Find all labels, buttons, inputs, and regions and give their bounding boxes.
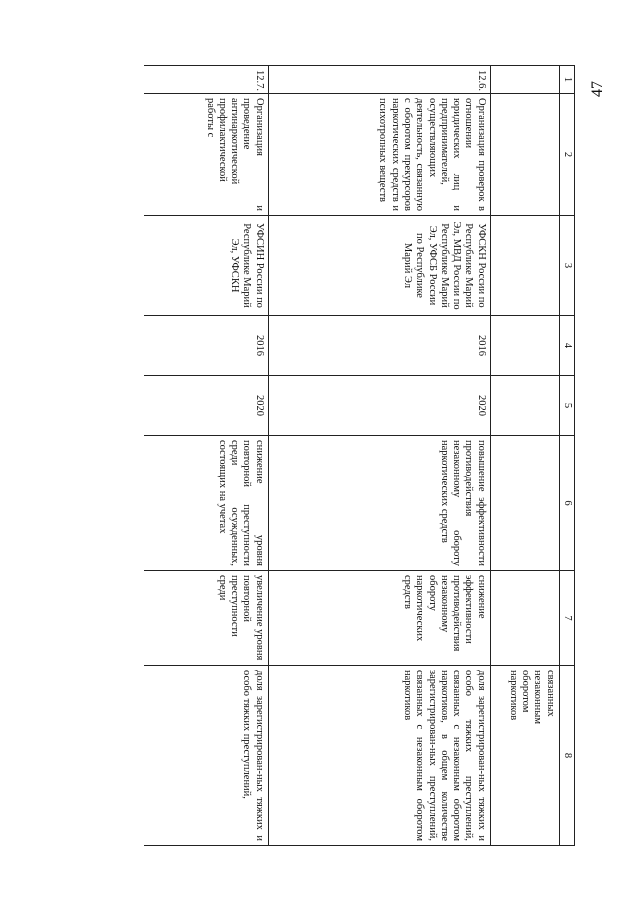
- header-col-1: 1: [559, 66, 574, 94]
- header-col-7: 7: [559, 571, 574, 666]
- indicator-cell: доля зарегистрирован-ных тяжких и особо тяжких преступлений,: [144, 666, 269, 846]
- event-cell: Организация проверок в отношении юридических лиц и предпринимателей, осуществляющих деятельность, связанную с оборотом прекурсоров наркотических средств и психотропных веществ: [268, 94, 490, 216]
- executor-cell: УФСИН России по Республике Марий Эл, УФСКН: [144, 216, 269, 316]
- result-cell: снижение уровня повторной преступности среди осужденных, состоящих на учетах: [144, 436, 269, 571]
- start-year-cell: 2016: [144, 316, 269, 376]
- table-row: [268, 66, 490, 846]
- start-year-cell: 2016: [268, 316, 490, 376]
- table-row: [144, 66, 269, 846]
- header-col-6: 6: [559, 436, 574, 571]
- header-col-4: 4: [559, 316, 574, 376]
- executor-cell: УФСКН России по Республике Марий Эл, МВД России по Республике Марий Эл, УФСБ России по Республике Марий Эл: [268, 216, 490, 316]
- header-row: [559, 66, 574, 846]
- continuation-indicator: связанных незаконным оборотом наркотиков: [490, 666, 559, 846]
- table-row-continuation: [490, 66, 559, 846]
- rotated-table-container: [90, 65, 575, 845]
- consequences-cell: увеличение уровня повторной преступности среди: [144, 571, 269, 666]
- consequences-cell: снижение эффективности противодействия незаконному обороту наркотических средств: [268, 571, 490, 666]
- row-number: 12.7.: [144, 66, 269, 94]
- result-cell: повышение эффективности противодействия незаконному обороту наркотических средств: [268, 436, 490, 571]
- header-col-8: 8: [559, 666, 574, 846]
- header-col-3: 3: [559, 216, 574, 316]
- row-number: 12.6.: [268, 66, 490, 94]
- events-table: [144, 65, 575, 846]
- header-col-5: 5: [559, 376, 574, 436]
- indicator-cell: доля зарегистрирован-ных тяжких и особо тяжких преступлений, связанных с незаконным оборотом наркотиков, в общем количестве зарегистрирован-ных преступлений, связанных с незаконным оборотом наркотиков: [268, 666, 490, 846]
- end-year-cell: 2020: [144, 376, 269, 436]
- event-cell: Организация и проведение антинаркотической профилактической работы с: [144, 94, 269, 216]
- end-year-cell: 2020: [268, 376, 490, 436]
- page-number: 47: [589, 81, 606, 97]
- header-col-2: 2: [559, 94, 574, 216]
